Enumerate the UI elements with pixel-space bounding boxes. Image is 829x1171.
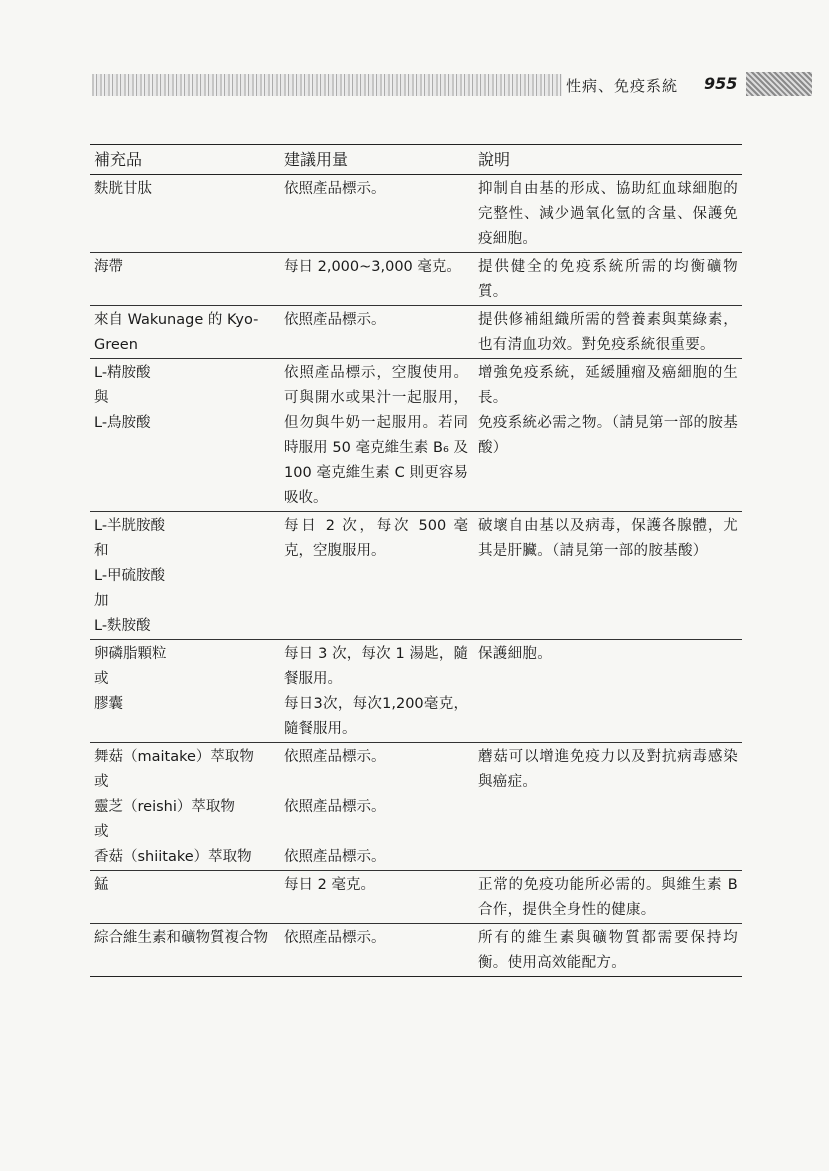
dosage-cell [280, 640, 474, 743]
description-cell-line: 提供健全的免疫系統所需的均衡礦物質。 [478, 259, 738, 300]
supplement-cell-line: 與 [94, 390, 109, 406]
dosage-cell-line: 依照產品標示。 [284, 930, 386, 946]
dosage-cell [280, 512, 474, 640]
supplement-cell-line: L-精胺酸 [94, 365, 151, 381]
supplement-cell-line: 麩胱甘肽 [94, 181, 152, 197]
dosage-cell-line [284, 770, 468, 795]
description-cell [474, 640, 742, 743]
supplement-cell-line: 舞菇（maitake）萃取物 [94, 749, 254, 765]
description-cell-line: 所有的維生素與礦物質都需要保持均衡。使用高效能配方。 [478, 930, 738, 971]
table-row [90, 924, 742, 977]
supplement-table [90, 144, 742, 977]
supplement-cell [90, 924, 280, 977]
supplement-cell-line: 海帶 [94, 259, 123, 275]
supplement-cell-line: 或 [94, 774, 109, 790]
dosage-cell-line: 每日 3 次，每次 1 湯匙，隨餐服用。 [284, 646, 468, 687]
description-cell-line: 抑制自由基的形成、協助紅血球細胞的完整性、減少過氧化氫的含量、保護免疫細胞。 [478, 181, 738, 247]
table-row [90, 359, 742, 512]
description-cell [474, 359, 742, 512]
dosage-cell-line: 每日3次，每次1,200毫克，隨餐服用。 [284, 696, 468, 737]
supplement-cell-line: 或 [94, 671, 109, 687]
supplement-cell [90, 640, 280, 743]
table-row [90, 175, 742, 253]
supplement-cell-line: L-甲硫胺酸 [94, 568, 166, 584]
description-cell [474, 512, 742, 640]
supplement-cell [90, 512, 280, 640]
supplement-cell-line: 卵磷脂顆粒 [94, 646, 167, 662]
supplement-cell-line: 靈芝（reishi）萃取物 [94, 799, 235, 815]
supplement-cell-line: 或 [94, 824, 109, 840]
dosage-cell-line: 依照產品標示。 [284, 749, 386, 765]
chapter-title: 性病、免疫系統 [566, 77, 679, 95]
supplement-cell-line: 綜合維生素和礦物質複合物 [94, 930, 268, 946]
page-header [0, 68, 829, 104]
description-cell [474, 743, 742, 871]
supplement-cell-line: L-半胱胺酸 [94, 518, 166, 534]
header-decorative-block [746, 72, 812, 96]
dosage-cell [280, 359, 474, 512]
description-cell [474, 306, 742, 359]
table-row [90, 512, 742, 640]
supplement-cell-line: 膠囊 [94, 696, 123, 712]
dosage-cell-line: 依照產品標示。 [284, 181, 386, 197]
table-header-row [90, 145, 742, 175]
dosage-cell-line [284, 820, 468, 845]
table-row [90, 253, 742, 306]
description-cell-line: 蘑菇可以增進免疫力以及對抗病毒感染與癌症。 [478, 749, 738, 790]
table-body [90, 175, 742, 977]
description-cell-line: 免疫系統必需之物。（請見第一部的胺基酸） [478, 415, 738, 456]
description-cell [474, 175, 742, 253]
dosage-cell [280, 306, 474, 359]
table-row [90, 743, 742, 871]
supplement-cell-line: L-鳥胺酸 [94, 415, 151, 431]
column-header-dosage: 建議用量 [280, 145, 474, 175]
dosage-cell [280, 175, 474, 253]
description-cell-line: 正常的免疫功能所必需的。與維生素 B 合作，提供全身性的健康。 [478, 877, 738, 918]
description-cell-line: 增強免疫系統，延緩腫瘤及癌細胞的生長。 [478, 365, 738, 406]
supplement-cell-line: 香菇（shiitake）萃取物 [94, 849, 252, 865]
description-cell-line: 破壞自由基以及病毒，保護各腺體，尤其是肝臟。（請見第一部的胺基酸） [478, 518, 738, 559]
dosage-cell-line: 每日 2 毫克。 [284, 877, 375, 893]
dosage-cell-line: 每日 2 次，每次 500 毫克，空腹服用。 [284, 518, 468, 559]
supplement-cell [90, 306, 280, 359]
column-header-supplement: 補充品 [90, 145, 280, 175]
dosage-cell-line: 依照產品標示。 [284, 799, 386, 815]
description-cell [474, 871, 742, 924]
description-cell-line: 提供修補組織所需的營養素與葉綠素，也有清血功效。對免疫系統很重要。 [478, 312, 738, 353]
supplement-cell-line: 來自 Wakunage 的 Kyo-Green [94, 312, 259, 353]
description-cell [474, 253, 742, 306]
description-cell-line: 保護細胞。 [478, 646, 552, 662]
column-header-description: 說明 [474, 145, 742, 175]
description-cell [474, 924, 742, 977]
header-decorative-band [92, 74, 562, 96]
table-row [90, 640, 742, 743]
table-row [90, 306, 742, 359]
supplement-cell [90, 743, 280, 871]
page-number: 955 [704, 74, 738, 93]
supplement-cell-line: 加 [94, 593, 109, 609]
dosage-cell [280, 871, 474, 924]
table-row [90, 871, 742, 924]
dosage-cell [280, 743, 474, 871]
supplement-cell [90, 175, 280, 253]
supplement-cell-line: 錳 [94, 877, 109, 893]
supplement-cell [90, 359, 280, 512]
dosage-cell-line: 依照產品標示，空腹使用。可與開水或果汁一起服用，但勿與牛奶一起服用。若同時服用 50 毫克維生素 B₆ 及 100 毫克維生素 C 則更容易吸收。 [284, 365, 468, 506]
supplement-cell-line: 和 [94, 543, 109, 559]
dosage-cell [280, 253, 474, 306]
dosage-cell-line: 依照產品標示。 [284, 849, 386, 865]
dosage-cell-line: 每日 2,000~3,000 毫克。 [284, 259, 461, 275]
supplement-cell-line: L-麩胺酸 [94, 618, 151, 634]
dosage-cell-line: 依照產品標示。 [284, 312, 386, 328]
supplement-cell [90, 871, 280, 924]
supplement-cell [90, 253, 280, 306]
dosage-cell [280, 924, 474, 977]
